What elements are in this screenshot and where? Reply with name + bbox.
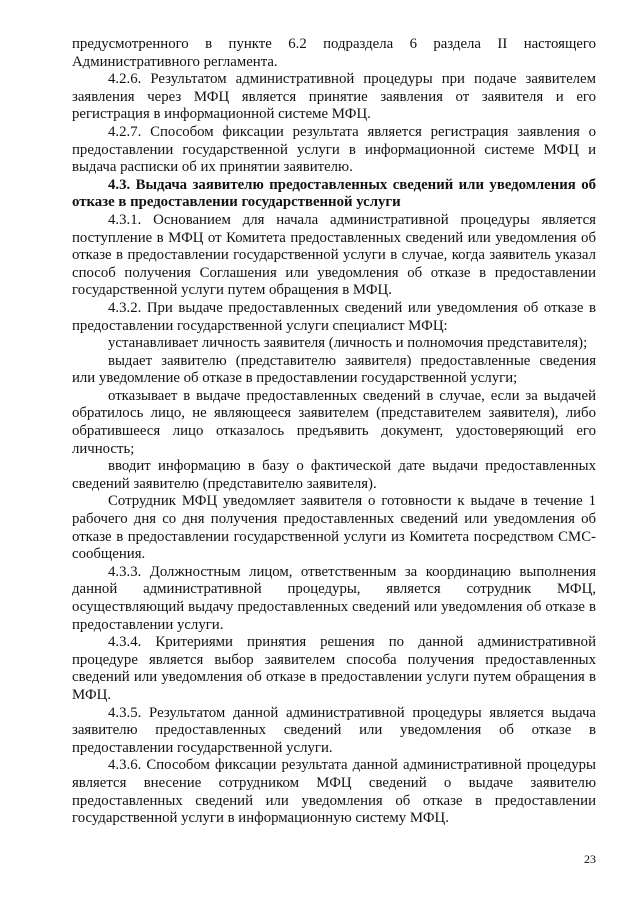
document-page — [72, 36, 596, 828]
paragraph-4-3-1: 4.3.1. Основанием для начала административной процедуры является поступление в МФЦ от Комитета предоставленных сведений или уведомления об отказе в предоставлении государственной услуги в случае, когда заявитель указал способ получения Соглашения или уведомления об отказе в предоставлении государственной услуги путем обращения в МФЦ. — [72, 211, 596, 299]
paragraph-4-3-3: 4.3.3. Должностным лицом, ответственным за координацию выполнения данной административной процедуры, является сотрудник МФЦ, осуществляющий выдачу предоставленных сведений или уведомления об отказе в предоставлении услуги. — [72, 563, 596, 633]
paragraph-4-3-6: 4.3.6. Способом фиксации результата данной административной процедуры является внесение сотрудником МФЦ сведений о выдаче заявителю предоставленных сведений или уведомления об отказе в предоставлении государственной услуги в информационную систему МФЦ. — [72, 757, 596, 827]
paragraph-4-2-6: 4.2.6. Результатом административной процедуры при подаче заявителем заявления через МФЦ является принятие заявления от заявителя и его регистрация в информационной системе МФЦ. — [72, 71, 596, 123]
page-number: 23 — [584, 852, 596, 866]
list-item-refuse: отказывает в выдаче предоставленных сведений в случае, если за выдачей обратилось лицо, не являющееся заявителем (представителем заявителя), либо обратившееся лицо отказалось предъявить документ, удостоверяющий его личность; — [72, 387, 596, 457]
section-heading-4-3: 4.3. Выдача заявителю предоставленных сведений или уведомления об отказе в предоставлении государственной услуги — [72, 176, 596, 211]
paragraph-4-2-7: 4.2.7. Способом фиксации результата является регистрация заявления о предоставлении государственной услуги в информационной системе МФЦ и выдача расписки об их принятии заявителю. — [72, 123, 596, 176]
list-item-issue: выдает заявителю (представителю заявителя) предоставленные сведения или уведомление об отказе в предоставлении государственной услуги; — [72, 352, 596, 387]
paragraph-4-3-5: 4.3.5. Результатом данной административной процедуры является выдача заявителю предоставленных сведений или уведомления об отказе в предоставлении государственной услуги. — [72, 704, 596, 756]
paragraph-notification: Сотрудник МФЦ уведомляет заявителя о готовности к выдаче в течение 1 рабочего дня со дня получения предоставленных сведений или уведомления об отказе в предоставлении государственной услуги из Комитета посредством СМС-сообщения. — [72, 493, 596, 563]
list-item-record: вводит информацию в базу о фактической дате выдачи предоставленных сведений заявителю (представителю заявителя). — [72, 458, 596, 492]
list-item-identity: устанавливает личность заявителя (личность и полномочия представителя); — [108, 335, 588, 352]
paragraph-4-3-4: 4.3.4. Критериями принятия решения по данной административной процедуре является выбор заявителем способа получения предоставленных сведений или уведомления об отказе в предоставлении услуги путем обращения в МФЦ. — [72, 634, 596, 703]
paragraph-continuation: предусмотренного в пункте 6.2 подраздела 6 раздела II настоящего Административного регламента. — [72, 36, 596, 70]
paragraph-4-3-2: 4.3.2. При выдаче предоставленных сведений или уведомления об отказе в предоставлении государственной услуги специалист МФЦ: — [72, 299, 596, 334]
